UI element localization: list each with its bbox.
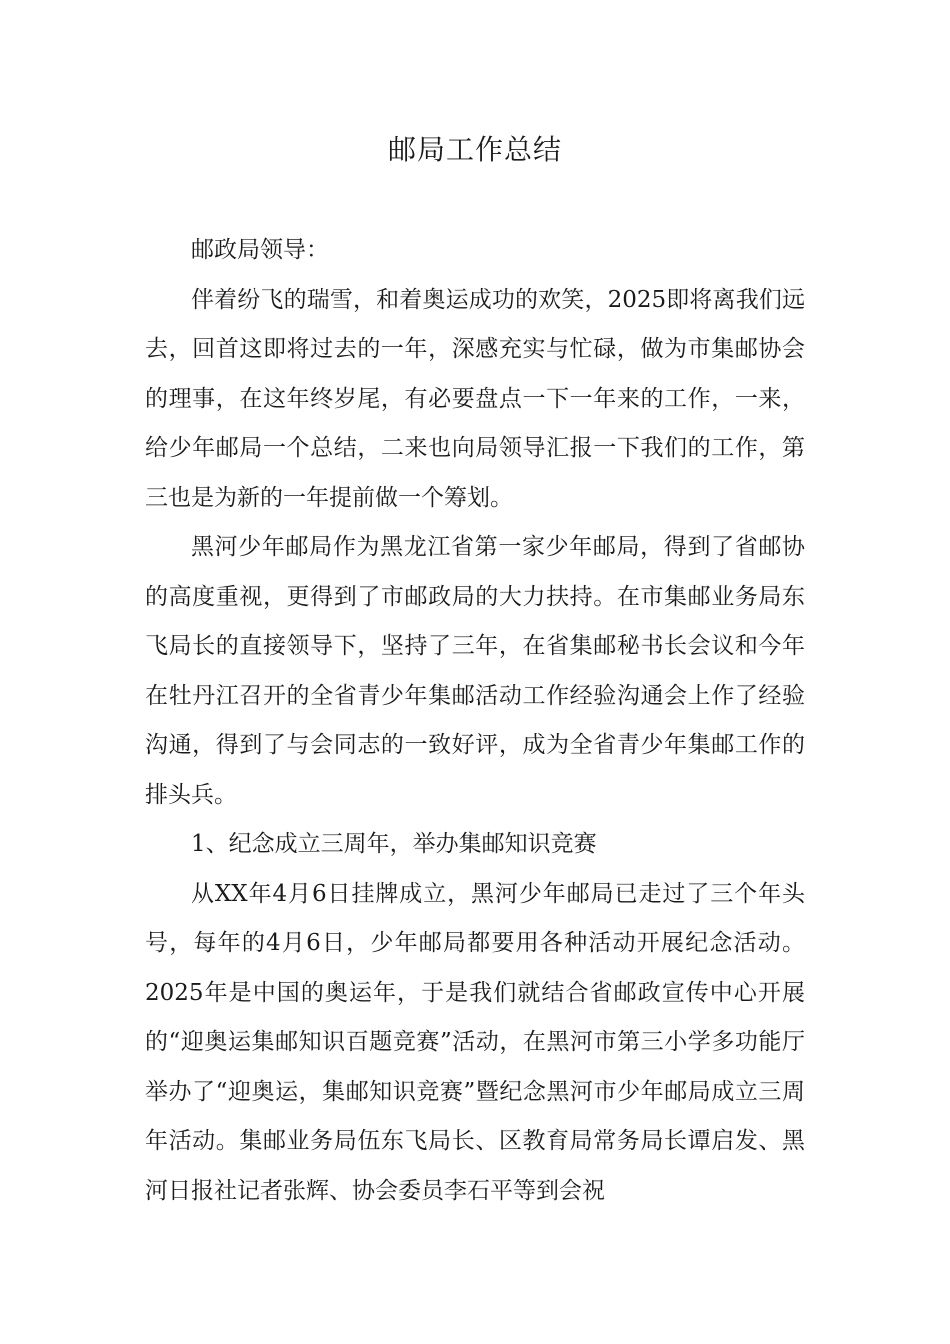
salutation: 邮政局领导：	[191, 237, 329, 263]
document-title: 邮局工作总结	[387, 133, 562, 166]
paragraph-anniversary: 从XX年4月6日挂牌成立，黑河少年邮局已走过了三个年头号，每年的4月6日，少年邮局都要用各种活动开展纪念活动。2025年是中国的奥运年，于是我们就结合省邮政宣传中心开展的“迎奥运集邮知识百题竞赛”活动，在黑河市第三小学多功能厅举办了“迎奥运，集邮知识竞赛”暨纪念黑河市少年邮局成立三周年活动。集邮业务局伍东飞局长、区教育局常务局长谭启发、黑河日报社记者张辉、协会委员李石平等到会祝	[145, 880, 805, 1204]
document-body	[145, 226, 805, 1216]
paragraph-intro: 伴着纷飞的瑞雪，和着奥运成功的欢笑，2025即将离我们远去，回首这即将过去的一年，深感充实与忙碌，做为市集邮协会的理事，在这年终岁尾，有必要盘点一下一年来的工作，一来，给少年邮局一个总结，二来也向局领导汇报一下我们的工作，第三也是为新的一年提前做一个筹划。	[145, 286, 805, 511]
section-heading: 1、纪念成立三周年，举办集邮知识竞赛	[191, 831, 597, 857]
paragraph-background: 黑河少年邮局作为黑龙江省第一家少年邮局，得到了省邮协的高度重视，更得到了市邮政局的大力扶持。在市集邮业务局东飞局长的直接领导下，坚持了三年，在省集邮秘书长会议和今年在牡丹江召开的全省青少年集邮活动工作经验沟通会上作了经验沟通，得到了与会同志的一致好评，成为全省青少年集邮工作的排头兵。	[145, 534, 805, 808]
